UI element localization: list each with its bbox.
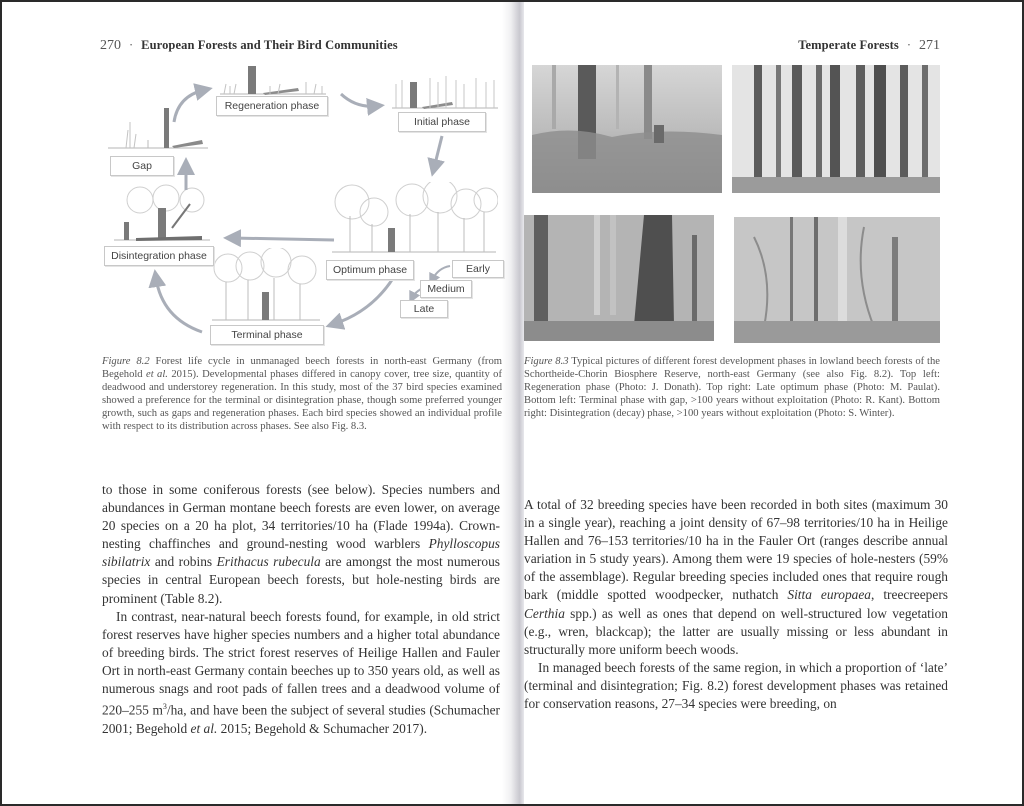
arrow-terminal-to-disintegration — [156, 278, 202, 332]
right-body-text — [524, 496, 948, 713]
arrow-gap-to-regeneration — [174, 90, 204, 122]
page-number: 270 — [100, 38, 121, 53]
figure-label: Figure 8.3 — [524, 356, 569, 367]
paragraph — [524, 496, 948, 659]
species-name: Sitta europaea — [787, 587, 871, 603]
photo-terminal-phase-with-gap — [524, 215, 714, 341]
arrow-early-to-medium — [432, 266, 450, 280]
text-run: In contrast, near-natural beech forests found, for example, in old strict forest reserves have higher species numbers and a higher total abundance of breeding birds. The strict forest reserves of Heilige Hallen and Fauler Ort in north-east Germany contain beeches up to 350 years old, as well as numerous snags and root pads of fallen trees and a deadwood volume of 220–255 m — [102, 608, 500, 718]
running-title: Temperate Forests — [798, 38, 899, 52]
text-run: 2015; Begehold & Schumacher 2017). — [217, 720, 428, 736]
label-medium: Medium — [420, 280, 472, 298]
running-head-right — [798, 38, 940, 54]
caption-text: 2015). Developmental phases differed in canopy cover, tree size, quantity of deadwood and understorey regeneration. In this study, most of the 37 bird species examined showed a preference for the terminal or disintegration phase, though some preferred younger growth, such as gaps and regeneration phases. Each bird species showed an individual profile with respect to its distribution across phases. See also Fig. 8.3. — [102, 368, 503, 432]
separator: · — [129, 38, 134, 52]
figure-8-3-photos — [524, 65, 942, 347]
figure-8-2-caption — [102, 356, 502, 433]
photo-late-optimum-phase — [732, 65, 940, 193]
running-title: European Forests and Their Bird Communities — [141, 38, 398, 52]
right-page — [524, 2, 1022, 804]
paragraph — [102, 481, 500, 608]
label-regeneration-phase: Regeneration phase — [216, 96, 328, 116]
label-gap: Gap — [110, 156, 174, 176]
text-run: In managed beech forests of the same region, in which a proportion of ‘late’ (terminal and disintegration; Fig. 8.2) forest development phases was retained for conservation reasons, 27–34 species were breeding, on — [524, 659, 948, 712]
species-name: Phylloscopus sibilatrix — [102, 536, 500, 570]
citation-etal: et al. — [190, 720, 218, 736]
text-run: , treecreepers — [871, 587, 948, 603]
text-run: A total of 32 breeding species have been recorded in both sites (maximum 30 in a single year), reaching a joint density of 67–98 territories/10 ha in Heilige Hallen and 76–153 territories/10 ha in the Fauler Ort (ranges describe annual variation in 5 study years). Among them were 19 species of hole-nesters (59% of the assemblage). Regular breeding species included ones that require rough bark (middle spotted woodpecker, nuthatch — [524, 497, 948, 603]
photo-regeneration-phase — [532, 65, 722, 193]
page-number: 271 — [919, 38, 940, 53]
label-early: Early — [452, 260, 504, 278]
superscript: 3 — [162, 702, 167, 712]
figure-8-3-caption — [524, 356, 940, 421]
text-run: are amongst the most numerous species in central European beech forests, but hole-nesting birds are prominent (Table 8.2). — [102, 554, 500, 606]
text-run: and robins — [150, 554, 217, 570]
species-name: Erithacus rubecula — [216, 554, 321, 570]
left-page — [2, 2, 502, 804]
running-head-left — [100, 38, 398, 54]
separator: · — [906, 38, 911, 52]
label-initial-phase: Initial phase — [398, 112, 486, 132]
caption-etal: et al. — [146, 368, 168, 380]
text-run: spp.) as well as ones that depend on well-structured low vegetation (e.g., wren, blackcap); the latter are usually missing or less abundant in structurally more uniform beech woods. — [524, 605, 948, 657]
caption-text: Typical pictures of different forest development phases in lowland beech forests of the Schortheide-Chorin Biosphere Reserve, north-east Germany (see also Fig. 8.2). Top left: Regeneration phase (Photo: J. Donath). Top right: Late optimum phase (Photo: M. Paulat). Bottom left: Terminal phase with gap, >100 years without exploitation (Photo: R. Kant). Bottom right: Disintegration (decay) phase, >100 years without exploitation (Photo: S. Winter). — [524, 356, 940, 419]
text-run: /ha, and have been the subject of several studies (Schumacher 2001; Begehold — [102, 702, 500, 736]
label-terminal-phase: Terminal phase — [210, 325, 324, 345]
figure-label: Figure 8.2 — [102, 356, 150, 367]
species-name: Certhia — [524, 605, 565, 621]
text-run: to those in some coniferous forests (see below). Species numbers and abundances in German montane beech forests are even lower, on average 20 species on a 20 ha plot, 34 territories/10 ha (Flade 1994a). Crown-nesting chaffinches and ground-nesting wood warblers — [102, 482, 500, 552]
photo-disintegration-phase — [734, 217, 940, 343]
left-body-text — [102, 481, 500, 738]
label-optimum-phase: Optimum phase — [326, 260, 414, 280]
arrow-optimum-to-disintegration — [232, 238, 334, 240]
caption-text: Forest life cycle in unmanaged beech forests in north-east Germany (from Begehold — [102, 356, 502, 380]
paragraph — [102, 608, 500, 738]
label-late: Late — [400, 300, 448, 318]
arrow-initial-to-optimum — [434, 136, 442, 168]
forest-life-cycle-diagram — [98, 60, 508, 348]
paragraph — [524, 659, 948, 713]
label-disintegration-phase: Disintegration phase — [104, 246, 214, 266]
arrow-regeneration-to-initial — [341, 94, 376, 106]
